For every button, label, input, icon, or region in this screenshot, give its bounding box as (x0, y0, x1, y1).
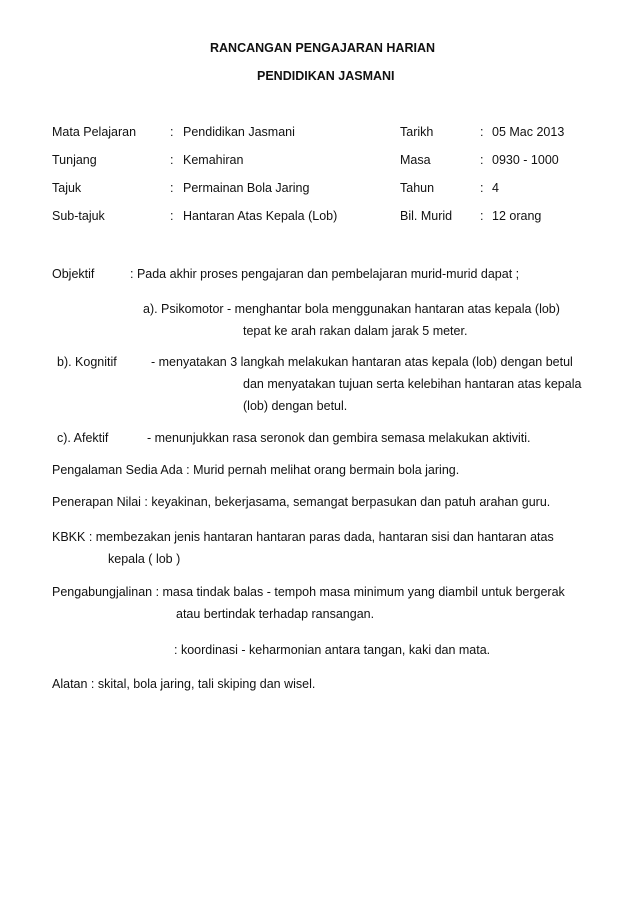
objektif-c-line1: - menunjukkan rasa seronok dan gembira semasa melakukan aktiviti. (147, 431, 531, 445)
tunjang-sep: : (170, 153, 174, 167)
objektif-c-label: c). Afektif (57, 431, 109, 445)
page-title: RANCANGAN PENGAJARAN HARIAN (210, 41, 436, 55)
sub-tajuk-label: Sub-tajuk (52, 209, 105, 223)
objektif-a-line1: a). Psikomotor - menghantar bola menggunakan hantaran atas kepala (lob) (143, 302, 560, 316)
masa-sep: : (480, 153, 484, 167)
sub-tajuk-sep: : (170, 209, 174, 223)
tajuk-sep: : (170, 181, 174, 195)
tahun-label: Tahun (400, 181, 435, 195)
pengalaman-sedia-ada: Pengalaman Sedia Ada : Murid pernah melihat orang bermain bola jaring. (52, 463, 460, 477)
mata-pelajaran-label: Mata Pelajaran (52, 125, 137, 139)
tajuk-label: Tajuk (52, 181, 82, 195)
tarikh-sep: : (480, 125, 484, 139)
masa-label: Masa (400, 153, 431, 167)
penerapan-nilai: Penerapan Nilai : keyakinan, bekerjasama, semangat berpasukan dan patuh arahan guru. (52, 495, 551, 509)
mata-pelajaran-value: Pendidikan Jasmani (183, 125, 295, 139)
alatan: Alatan : skital, bola jaring, tali skiping dan wisel. (52, 677, 316, 691)
pengabungjalinan-line1: Pengabungjalinan : masa tindak balas - tempoh masa minimum yang diambil untuk bergerak (52, 585, 565, 599)
bil-murid-label: Bil. Murid (400, 209, 453, 223)
objektif-intro: : Pada akhir proses pengajaran dan pembelajaran murid-murid dapat ; (130, 267, 520, 281)
tarikh-value: 05 Mac 2013 (492, 125, 565, 139)
pengabungjalinan-line2: atau bertindak terhadap ransangan. (176, 607, 375, 621)
tunjang-label: Tunjang (52, 153, 97, 167)
tahun-value: 4 (492, 181, 499, 195)
tahun-sep: : (480, 181, 484, 195)
objektif-b-line1: - menyatakan 3 langkah melakukan hantaran atas kepala (lob) dengan betul (151, 355, 573, 369)
objektif-b-line3: (lob) dengan betul. (243, 399, 348, 413)
objektif-b-line2: dan menyatakan tujuan serta kelebihan hantaran atas kepala (243, 377, 582, 391)
pengabungjalinan-line3: : koordinasi - keharmonian antara tangan, kaki dan mata. (174, 643, 491, 657)
page-subtitle: PENDIDIKAN JASMANI (257, 69, 395, 83)
objektif-b-label: b). Kognitif (57, 355, 117, 369)
bil-murid-sep: : (480, 209, 484, 223)
tarikh-label: Tarikh (400, 125, 434, 139)
kbkk-line1: KBKK : membezakan jenis hantaran hantaran paras dada, hantaran sisi dan hantaran atas (52, 530, 554, 544)
objektif-a-line2: tepat ke arah rakan dalam jarak 5 meter. (243, 324, 468, 338)
kbkk-line2: kepala ( lob ) (108, 552, 181, 566)
tajuk-value: Permainan Bola Jaring (183, 181, 310, 195)
objektif-label: Objektif (52, 267, 95, 281)
tunjang-value: Kemahiran (183, 153, 244, 167)
sub-tajuk-value: Hantaran Atas Kepala (Lob) (183, 209, 338, 223)
bil-murid-value: 12 orang (492, 209, 542, 223)
masa-value: 0930 - 1000 (492, 153, 559, 167)
mata-pelajaran-sep: : (170, 125, 174, 139)
